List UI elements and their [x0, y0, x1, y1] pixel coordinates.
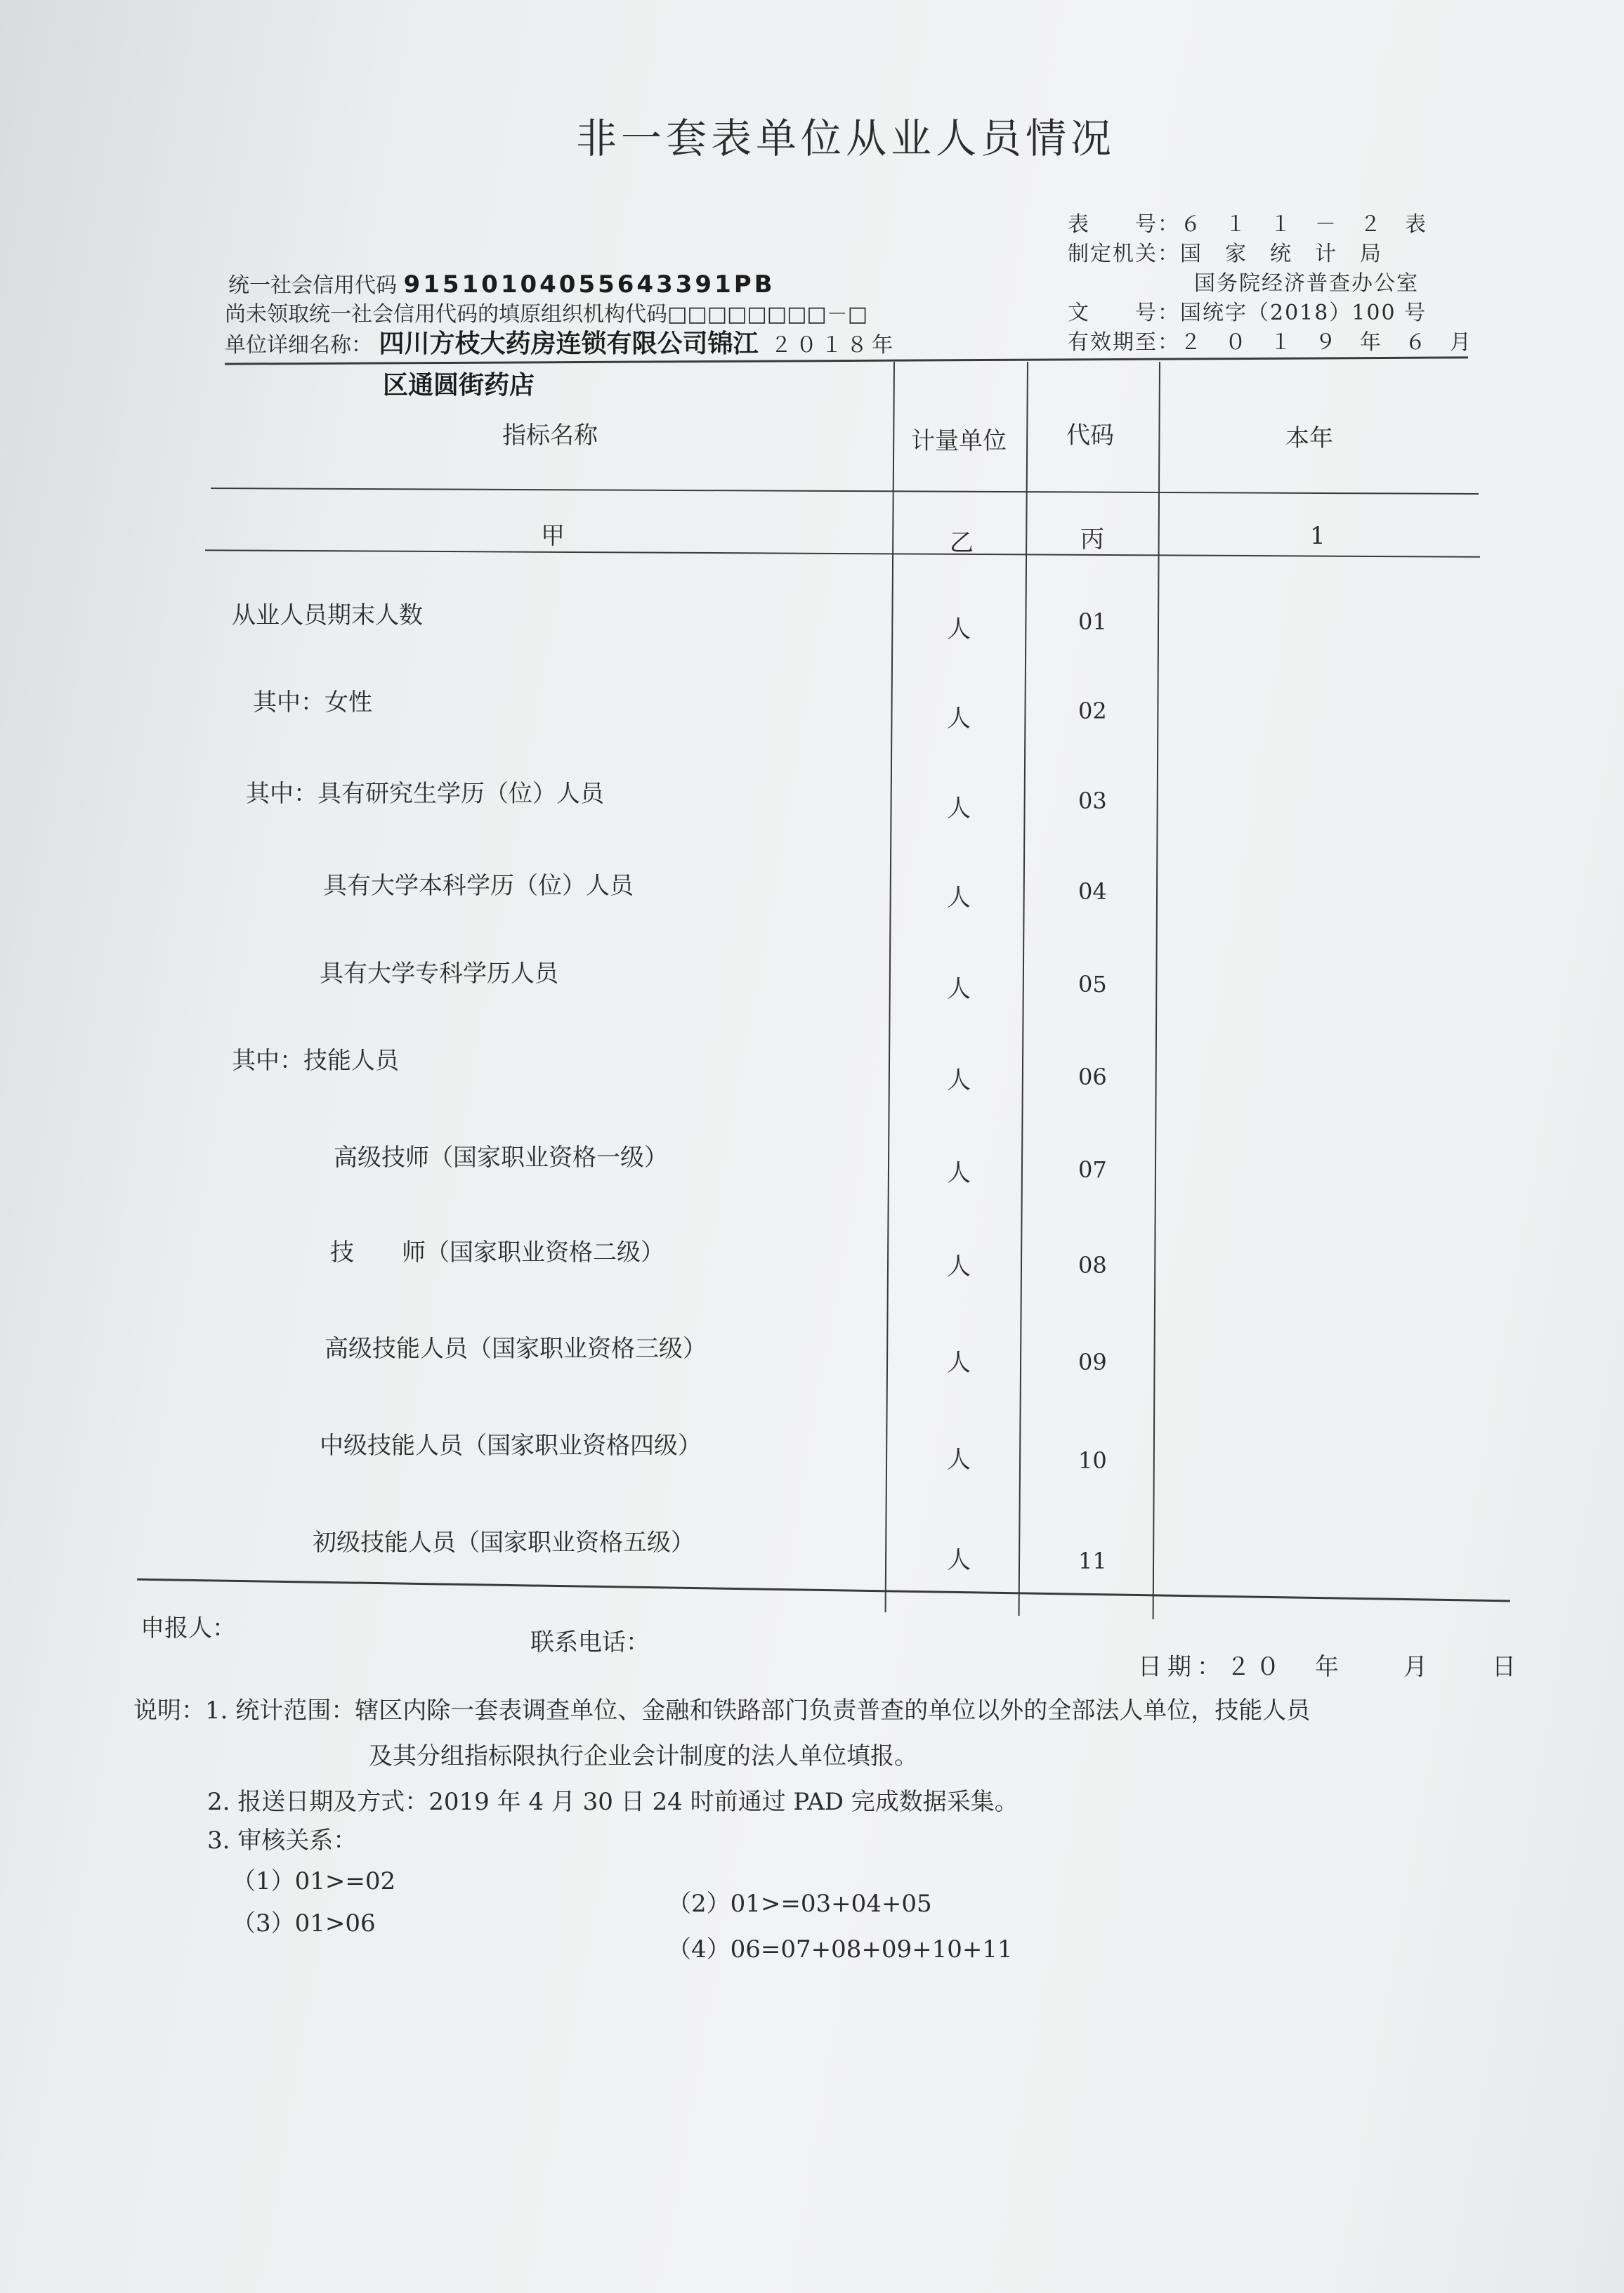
row-unit: 人 [947, 1446, 971, 1474]
unit-name-value-2[interactable]: 区通圆街药店 [383, 371, 535, 400]
credit-code-label: 统一社会信用代码 [228, 273, 397, 298]
authority-name: 国 家 统 计 局 [1180, 242, 1382, 266]
row-label: 中级技能人员（国家职业资格四级） [320, 1432, 702, 1460]
row-unit: 人 [947, 884, 971, 912]
row-code: 09 [1078, 1349, 1107, 1376]
doc-number-line [1068, 299, 1427, 327]
row-code: 08 [1078, 1252, 1107, 1279]
check-rule-1: （1）01>=02 [232, 1867, 396, 1895]
check-rule-3: （3）01>06 [232, 1909, 376, 1938]
note-1b: 及其分组指标限执行企业会计制度的法人单位填报。 [369, 1742, 918, 1770]
row-code: 06 [1078, 1064, 1107, 1090]
row-label: 其中：具有研究生学历（位）人员 [246, 780, 604, 808]
org-code-label: 尚未领取统一社会信用代码的填原组织机构代码□□□□□□□□－□ [225, 302, 868, 327]
row-label: 具有大学本科学历（位）人员 [323, 872, 634, 900]
table-number: ６ １ １ － ２ 表 [1180, 212, 1427, 237]
table-number-line [1068, 211, 1427, 239]
col-header-year: 本年 [1285, 424, 1333, 452]
doc-number: 国统字（2018）100 号 [1180, 301, 1427, 325]
row-code: 02 [1078, 698, 1107, 724]
check-rule-4: （4）06=07+08+09+10+11 [667, 1935, 1013, 1964]
row-label: 从业人员期末人数 [232, 601, 423, 629]
row-label: 高级技师（国家职业资格一级） [334, 1144, 668, 1172]
col-header-unit: 计量单位 [911, 427, 1007, 455]
note-3: 3. 审核关系： [207, 1827, 358, 1855]
report-year: ２０１８年 [771, 333, 898, 358]
col-divider-3 [1153, 362, 1160, 1619]
authority-2: 国务院经济普查办公室 [1194, 271, 1419, 296]
table-number-label: 表 号： [1068, 212, 1180, 237]
row-code: 01 [1078, 608, 1107, 635]
row-unit: 人 [947, 1159, 971, 1187]
header-rule-2 [205, 549, 1480, 558]
col-header-code: 代码 [1066, 422, 1114, 450]
col-sub-code: 丙 [1080, 525, 1104, 554]
credit-code-value[interactable]: 91510104055643391PB [403, 270, 775, 299]
row-unit: 人 [947, 615, 971, 644]
row-code: 07 [1078, 1156, 1107, 1183]
valid-until: ２ ０ １ ９ 年 ６ 月 [1180, 330, 1472, 355]
row-unit: 人 [947, 1066, 971, 1095]
unit-name-label: 单位详细名称： [225, 333, 372, 358]
date-label: 日期：２０ 年 月 日 [1138, 1653, 1521, 1681]
row-code: 03 [1078, 788, 1107, 814]
header-rule-1 [211, 488, 1479, 495]
row-code: 11 [1078, 1548, 1107, 1574]
row-code: 05 [1078, 971, 1107, 998]
note-2: 2. 报送日期及方式：2019 年 4 月 30 日 24 时前通过 PAD 完成数据采集。 [207, 1788, 1019, 1816]
valid-until-line [1068, 329, 1472, 357]
row-unit: 人 [947, 1546, 971, 1574]
row-unit: 人 [947, 975, 971, 1003]
row-unit: 人 [947, 1253, 971, 1281]
row-label: 初级技能人员（国家职业资格五级） [313, 1529, 695, 1557]
phone-label: 联系电话： [530, 1628, 650, 1657]
note-1a: 说明：1. 统计范围：辖区内除一套表调查单位、金融和铁路部门负责普查的单位以外的全部法人单位，技能人员 [133, 1697, 1311, 1725]
check-rule-2: （2）01>=03+04+05 [667, 1890, 932, 1918]
table-bottom-rule [137, 1579, 1510, 1602]
row-code: 04 [1078, 878, 1107, 905]
row-unit: 人 [947, 795, 971, 823]
row-label: 具有大学专科学历人员 [320, 960, 558, 988]
col-header-name: 指标名称 [502, 422, 598, 450]
row-label: 技 师（国家职业资格二级） [330, 1239, 664, 1267]
form-title: 非一套表单位从业人员情况 [576, 115, 1116, 162]
row-code: 10 [1078, 1447, 1107, 1474]
row-unit: 人 [947, 705, 971, 733]
col-sub-year: 1 [1310, 522, 1325, 550]
unit-name-line [225, 330, 897, 360]
row-label: 其中：技能人员 [232, 1047, 399, 1075]
col-divider-2 [1019, 362, 1028, 1616]
valid-until-label: 有效期至： [1068, 330, 1180, 355]
authority-line [1068, 240, 1382, 268]
reporter-label: 申报人： [140, 1614, 236, 1642]
unit-name-value-1[interactable]: 四川方枝大药房连锁有限公司锦江 [379, 329, 759, 358]
row-label: 其中：女性 [253, 688, 372, 717]
row-label: 高级技能人员（国家职业资格三级） [325, 1335, 707, 1363]
authority-label: 制定机关： [1068, 242, 1180, 266]
credit-code-line [228, 270, 775, 300]
col-divider-1 [885, 362, 895, 1612]
row-unit: 人 [947, 1349, 971, 1377]
doc-number-label: 文 号： [1068, 301, 1180, 325]
col-sub-name: 甲 [541, 522, 565, 550]
col-sub-unit: 乙 [950, 529, 974, 557]
